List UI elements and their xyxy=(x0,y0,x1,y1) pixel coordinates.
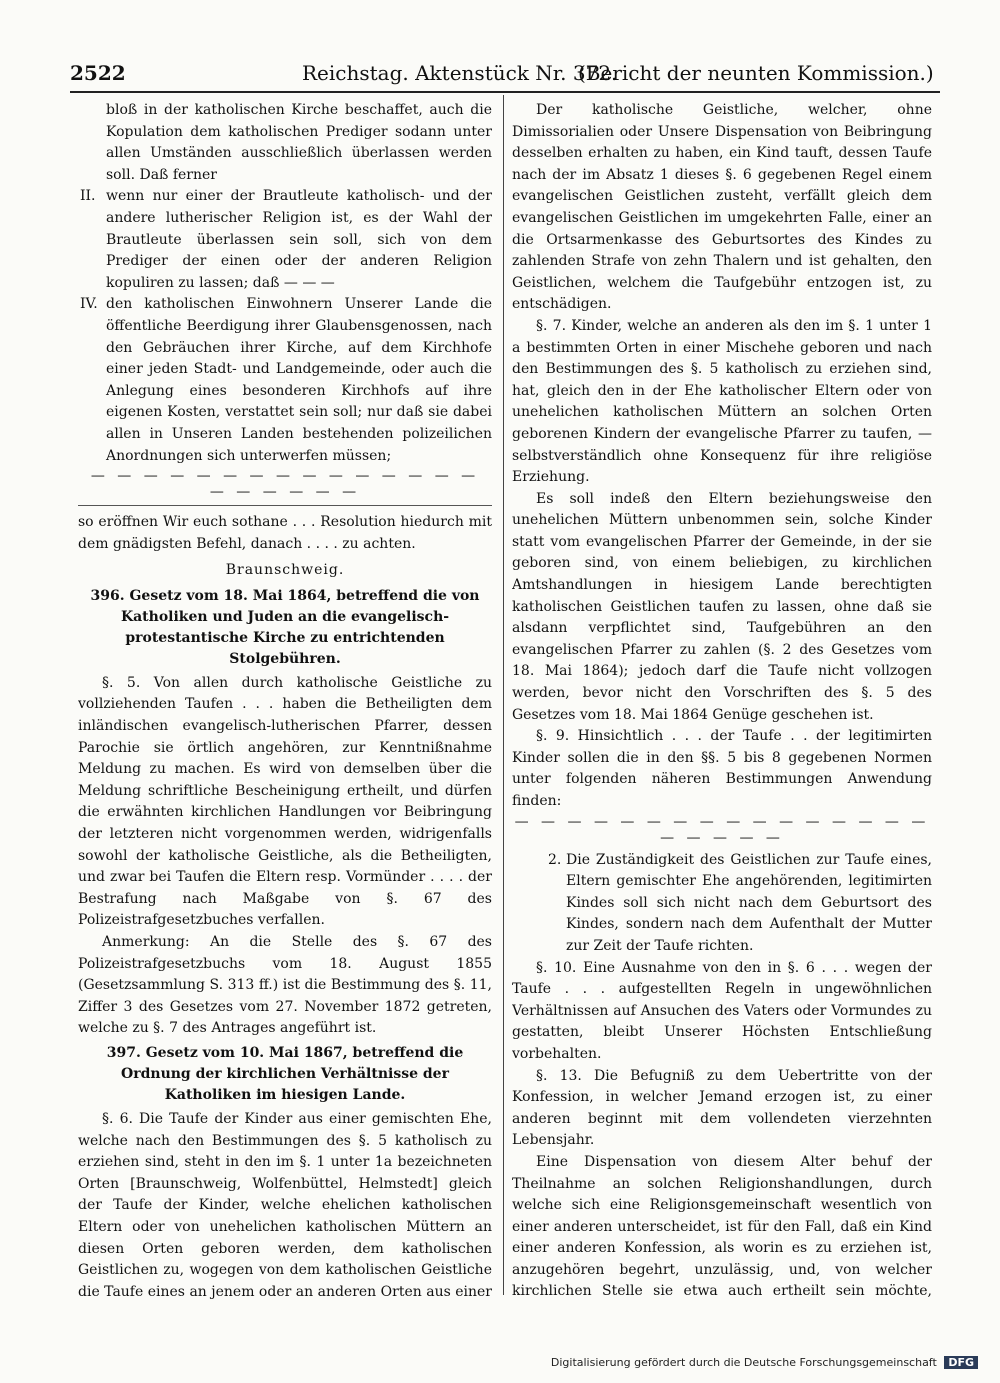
law-title-397: 397. Gesetz vom 10. Mai 1867, betreffend die Ordnung der kirchlichen Verhältnisse der Katholiken im hiesigen Lande. xyxy=(106,1044,464,1103)
paragraph-s5: §. 5. Von allen durch katholische Geistliche zu vollziehenden Taufen . . . haben die Betheiligten dem inländischen evangelisch-lutherischen Pfarrer, dessen Parochie sie örtlich angehören, zur Kenntnißnahme Meldung zu machen. Es wird von demselben über die Meldung schriftliche Bescheinigung ertheilt, und dürfen die erwähnten kirchlichen Handlungen vor Beibringung der letzteren nicht vorgenommen werden, widrigenfalls sowohl der katholische Geistliche, als die Betheiligten, und zwar bei Taufen die Eltern resp. Vormünder . . . . der Bestrafung nach Maßgabe von §. 67 des Polizeistrafgesetzbuches verfallen. xyxy=(78,674,492,929)
paragraph-anmerkung: Anmerkung: An die Stelle des §. 67 des Polizeistrafgesetzbuchs vom 18. August 1855 (Gesetzsammlung S. 313 ff.) ist die Bestimmung des §. 11, Ziffer 3 des Gesetzes vom 27. November 1872 getreten, welche zu §. 7 des Antrages angeführt ist. xyxy=(78,934,492,1037)
law-title-396: 396. Gesetz vom 18. Mai 1864, betreffend die von Katholiken und Juden an die evangelisch-protestantische Kirche zu entrichtenden Stolgebühren. xyxy=(90,587,480,667)
list-item-IV xyxy=(80,294,492,467)
numbered-item-text: Die Zuständigkeit des Geistlichen zur Taufe eines, Eltern gemischter Ehe angehörenden, legitimirten Kindes soll sich nicht nach dem Geburtsort des Kindes, sondern nach dem Aufenthalt der Mutter zur Zeit der Taufe richten. xyxy=(566,851,932,954)
numbered-item-number: 2. xyxy=(548,851,562,868)
running-subtitle: (Bericht der neunten Kommission.) xyxy=(578,61,934,85)
paragraph-s10: §. 10. Eine Ausnahme von den in §. 6 . . . wegen der Taufe . . . aufgestellten Regeln in ungewöhnlichen Verhältnissen auf Ansuchen des Vaters oder Vormundes zu gestatten, bleibt Unserer Höchsten Entschließung vorbehalten. xyxy=(512,959,932,1062)
paragraph-dispensation: Eine Dispensation von diesem Alter behuf der Theilnahme an solchen Religionshandlungen, durch welche sich eine Religionsgemeinschaft wesentlich von einer anderen unterscheidet, ist für den Fall, daß ein Kind einer anderen Konfession, als worin es zu erziehen ist, anzugehören begehrt, unzulässig, und, von welcher kirchlichen Stelle sie etwa auch ertheilt sein möchte, xyxy=(512,1153,932,1300)
dfg-logo: DFG xyxy=(944,1356,978,1369)
paragraph-s13: §. 13. Die Befugniß zu dem Uebertritte von der Konfession, in welcher Jemand erzogen ist, zu einer anderen beginnt mit dem vollendeten vierzehnten Lebensjahr. xyxy=(512,1067,932,1149)
column-separator xyxy=(503,95,504,1295)
right-column xyxy=(512,100,932,1300)
ellipsis-dashes: — — — — — — — — — — — — — — — — — — — — — xyxy=(90,468,480,501)
digitization-footer xyxy=(551,1356,978,1369)
numbered-item-2 xyxy=(512,850,932,958)
list-item-number: II. xyxy=(80,188,96,205)
paragraph-intro: bloß in der katholischen Kirche beschaffet, auch die Kopulation dem katholischen Prediger sodann unter allen Umständen ausschließlich überlassen werden soll. Daß ferner xyxy=(106,102,492,183)
paragraph-eroeffnen: so eröffnen Wir euch sothane . . . Resolution hiedurch mit dem gnädigsten Befehl, danach . . . . zu achten. xyxy=(78,514,492,552)
list-item-number: IV. xyxy=(80,296,98,313)
list-item-text: den katholischen Einwohnern Unserer Lande die öffentliche Beerdigung ihrer Glaubensgenossen, nach den Gebräuchen ihrer Kirche, auf dem Kirchhofe einer jeden Stadt- und Landgemeinde, oder auch die Anlegung eines besonderen Kirchhofs auf ihre eigenen Kosten, verstattet sein soll; nur daß sie dabei allen in Unseren Landen bestehenden polizeilichen Anordnungen sich unterwerfen müssen; xyxy=(106,296,492,464)
page-number: 2522 xyxy=(70,61,126,85)
continuation-block xyxy=(78,100,492,467)
page-header xyxy=(70,56,940,90)
list-item-II xyxy=(80,186,492,294)
footer-text: Digitalisierung gefördert durch die Deutsche Forschungsgemeinschaft xyxy=(550,1356,937,1369)
running-title: Reichstag. Aktenstück Nr. 372. xyxy=(302,61,618,85)
divider xyxy=(78,505,492,506)
paragraph-s7: §. 7. Kinder, welche an anderen als den im §. 1 unter 1 a bestimmten Orten in einer Mischehe geboren und nach den Bestimmungen des §. 5 katholisch zu erziehen sind, hat, gleich den in der Ehe katholischer Eltern oder von unehelichen katholischen Müttern an solchen Orten geborenen Kindern der evangelische Pfarrer zu taufen, — selbstverständlich ohne Konsequenz für ihre religiöse Erziehung. xyxy=(512,317,932,486)
paragraph-catholic-clergy: Der katholische Geistliche, welcher, ohne Dimissorialien oder Unsere Dispensation von Beibringung desselben erhalten zu haben, ein Kind tauft, dessen Taufe nach der im Absatz 1 dieses §. 6 gegebenen Regel einem evangelischen Geistlichen zusteht, verfällt gleich dem evangelischen Geistlichen im umgekehrten Falle, einer an die Ortsarmenkasse des Geburtsortes des Kindes zu zahlenden Strafe von zehn Thalern und ist gehalten, den Geistlichen, welchem die Taufgebühr entzogen ist, zu entschädigen. xyxy=(512,102,932,313)
ellipsis-dashes: — — — — — — — — — — — — — — — — — — — — — xyxy=(514,813,930,846)
paragraph-s9: §. 9. Hinsichtlich . . . der Taufe . . der legitimirten Kinder sollen die in den §§. 5 bis 8 gegebenen Normen unter folgenden näheren Bestimmungen Anwendung finden: xyxy=(512,728,932,809)
paragraph-s6: §. 6. Die Taufe der Kinder aus einer gemischten Ehe, welche nach den Bestimmungen des §. 5 katholisch zu erziehen sind, steht in den im §. 1 unter 1a bezeichneten Orten [Braunschweig, Wolfenbüttel, Helmstedt] gleich der Taufe der Kinder, welche ehelichen katholischen Eltern oder von unehelichen katholischen Müttern an diesen Orten geboren werden, dem katholischen Geistlichen zu, wogegen von dem katholischen Geistliche die Taufe eines an jenem oder an anderen Orten aus einer xyxy=(78,1110,492,1300)
list-item-text: wenn nur einer der Brautleute katholisch- und der andere lutherischer Religion ist, es der Wahl der Brautleute überlassen sein soll, sich von dem Prediger der einen oder der anderen Religion kopuliren zu lassen; daß — — — xyxy=(106,188,492,291)
paragraph-es-soll: Es soll indeß den Eltern beziehungsweise den unehelichen Müttern unbenommen sein, solche Kinder statt vom evangelischen Pfarrer der Gemeinde, in der sie geboren sind, von einem beliebigen, zu kirchlichen Amtshandlungen in hiesigem Lande berechtigten katholischen Geistlichen taufen zu lassen, ohne daß sie alsdann verpflichtet sind, Taufgebühren an den evangelischen Pfarrer zu zahlen (§. 2 des Gesetzes vom 18. Mai 1864); jedoch darf die Taufe nicht vollzogen werden, bevor nicht den Vorschriften des §. 5 des Gesetzes vom 18. Mai 1864 Genüge geschehen ist. xyxy=(512,490,932,723)
header-rule xyxy=(70,91,940,93)
left-column xyxy=(78,100,492,1300)
section-heading-braunschweig: Braunschweig. xyxy=(225,562,345,579)
